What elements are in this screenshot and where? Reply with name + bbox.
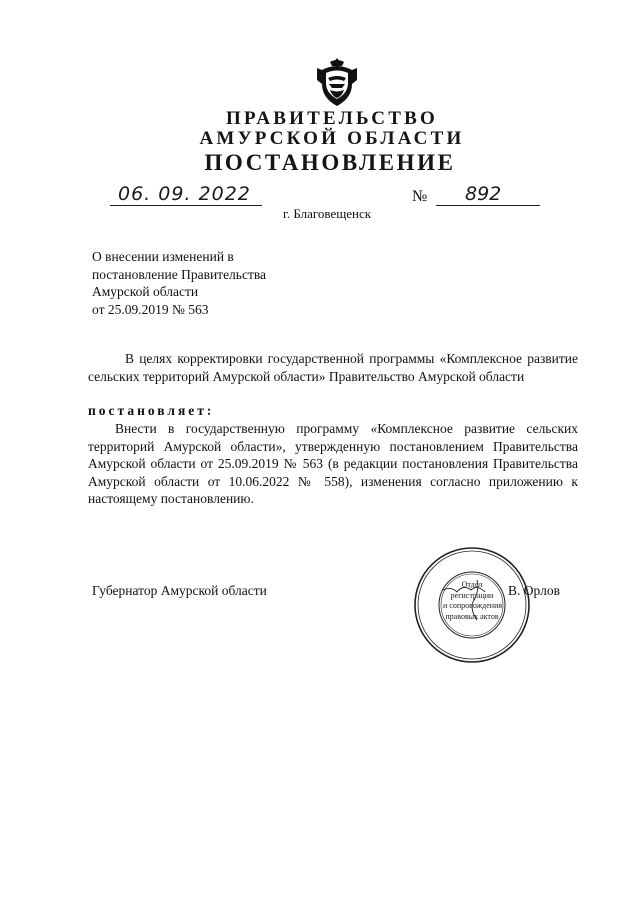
decree-word: постановляет: bbox=[88, 403, 215, 418]
signatory-title: Губернатор Амурской области bbox=[92, 583, 267, 598]
coat-of-arms-icon bbox=[313, 56, 361, 108]
clause-paragraph: Внести в государственную программу «Комплексное развитие сельских территорий Амурской области», утвержденную постановлением Правительства Амурской области от 25.09.2019 № 563 (в редакции постановления Правительства Амурской области от 10.06.2022 № 558), изменения согласно приложению к настоящему постановлению. bbox=[88, 421, 578, 507]
number-underline bbox=[436, 205, 540, 206]
document-date: 06. 09. 2022 bbox=[118, 183, 251, 205]
intro-paragraph: В целях корректировки государственной программы «Комплексное развитие сельских территорий Амурской области» Правительство Амурской области bbox=[88, 351, 578, 384]
organization-name-line2: АМУРСКОЙ ОБЛАСТИ bbox=[199, 128, 465, 149]
stamp-line: Отдел bbox=[461, 580, 483, 589]
document-subject bbox=[92, 248, 322, 318]
signatory-name: В. Орлов bbox=[508, 583, 560, 598]
document-type: ПОСТАНОВЛЕНИЕ bbox=[204, 150, 456, 175]
subject-line: О внесении изменений в bbox=[92, 249, 234, 264]
subject-line: постановление Правительства bbox=[92, 266, 267, 282]
stamp-text bbox=[443, 580, 501, 622]
stamp-line: правовых актов bbox=[445, 611, 499, 621]
date-underline bbox=[110, 205, 262, 206]
city: г. Благовещенск bbox=[283, 206, 372, 221]
subject-line: от 25.09.2019 № 563 bbox=[92, 301, 209, 317]
document-number: 892 bbox=[465, 183, 502, 205]
organization-name-line1: ПРАВИТЕЛЬСТВО bbox=[226, 108, 438, 129]
stamp-line: регистрации bbox=[450, 590, 494, 600]
number-label: № bbox=[412, 188, 428, 205]
stamp-line: и сопровождения bbox=[443, 601, 503, 610]
subject-line: Амурской области bbox=[92, 284, 199, 300]
